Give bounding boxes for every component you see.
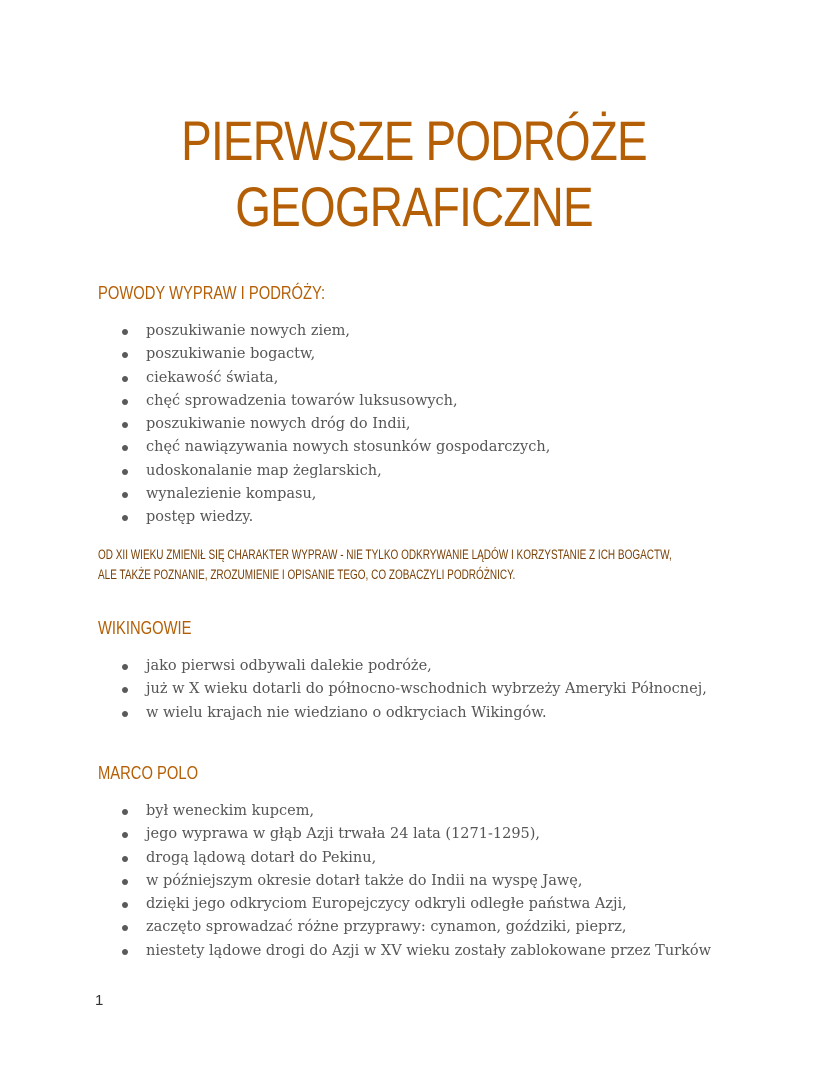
- list-item: [120, 506, 550, 529]
- bullet-icon: [122, 925, 128, 931]
- list-item-text: poszukiwanie bogactw,: [146, 346, 316, 363]
- list-item: [120, 847, 711, 870]
- list-item-text: wynalezienie kompasu,: [146, 486, 317, 503]
- note-line-2: ALE TAKŻE POZNANIE, ZROZUMIENIE I OPISANIE TEGO, CO ZOBACZYLI PODRÓŻNICY.: [98, 567, 516, 582]
- list-wikingowie: [120, 655, 707, 725]
- list-item: [120, 483, 550, 506]
- section-heading-marco-polo: MARCO POLO: [98, 763, 199, 783]
- bullet-icon: [122, 687, 128, 693]
- list-item: [120, 823, 711, 846]
- bullet-icon: [122, 664, 128, 670]
- page-title-line-1: PIERWSZE PODRÓŻE: [181, 109, 647, 172]
- list-item: [120, 460, 550, 483]
- list-item: [120, 390, 550, 413]
- bullet-icon: [122, 515, 128, 521]
- bullet-icon: [122, 832, 128, 838]
- page-number: 1: [95, 992, 104, 1009]
- bullet-icon: [122, 445, 128, 451]
- note-line-1: OD XII WIEKU ZMIENIŁ SIĘ CHARAKTER WYPRAW - NIE TYLKO ODKRYWANIE LĄDÓW I KORZYSTANIE Z ICH BOGACTW,: [98, 547, 672, 562]
- section-heading-powody: POWODY WYPRAW I PODRÓŻY:: [98, 283, 326, 303]
- bullet-icon: [122, 469, 128, 475]
- list-item-text: jego wyprawa w głąb Azji trwała 24 lata (1271-1295),: [146, 826, 541, 843]
- bullet-icon: [122, 711, 128, 717]
- list-marco-polo: [120, 800, 711, 963]
- list-item-text: dzięki jego odkryciom Europejczycy odkryli odległe państwa Azji,: [146, 896, 627, 913]
- list-item-text: chęć sprowadzenia towarów luksusowych,: [146, 392, 458, 409]
- bullet-icon: [122, 329, 128, 335]
- list-item-text: poszukiwanie nowych dróg do Indii,: [146, 416, 411, 433]
- list-item: [120, 320, 550, 343]
- section-note: [98, 545, 672, 585]
- section-heading-wikingowie: WIKINGOWIE: [98, 618, 192, 638]
- list-item-text: chęć nawiązywania nowych stosunków gospodarczych,: [146, 439, 551, 456]
- list-item: [120, 413, 550, 436]
- list-item-text: jako pierwsi odbywali dalekie podróże,: [146, 658, 432, 674]
- bullet-icon: [122, 949, 128, 955]
- list-item-text: był weneckim kupcem,: [146, 803, 315, 819]
- list-item-text: poszukiwanie nowych ziem,: [146, 323, 351, 339]
- bullet-icon: [122, 902, 128, 908]
- list-item: [120, 893, 711, 916]
- list-item-text: udoskonalanie map żeglarskich,: [146, 462, 382, 479]
- list-item-text: drogą lądową dotarł do Pekinu,: [146, 849, 377, 866]
- list-item: [120, 870, 711, 893]
- bullet-icon: [122, 856, 128, 862]
- page-title-line-2: GEOGRAFICZNE: [235, 175, 593, 238]
- bullet-icon: [122, 399, 128, 405]
- list-item-text: ciekawość świata,: [146, 369, 279, 386]
- list-item: [120, 436, 550, 459]
- list-item-text: już w X wieku dotarli do północno-wschodnich wybrzeży Ameryki Północnej,: [146, 681, 707, 698]
- list-item: [120, 655, 707, 678]
- list-item-text: niestety lądowe drogi do Azji w XV wieku zostały zablokowane przez Turków: [146, 942, 712, 959]
- bullet-icon: [122, 809, 128, 815]
- page-title: [75, 108, 754, 240]
- list-item-text: postęp wiedzy.: [146, 509, 254, 526]
- bullet-icon: [122, 492, 128, 498]
- list-item: [120, 343, 550, 366]
- list-item-text: w późniejszym okresie dotarł także do Indii na wyspę Jawę,: [146, 872, 583, 889]
- list-item: [120, 916, 711, 939]
- list-item: [120, 940, 711, 963]
- bullet-icon: [122, 352, 128, 358]
- bullet-icon: [122, 376, 128, 382]
- bullet-icon: [122, 422, 128, 428]
- list-item-text: zaczęto sprowadzać różne przyprawy: cynamon, goździki, pieprz,: [146, 919, 627, 936]
- list-item: [120, 702, 707, 725]
- bullet-icon: [122, 879, 128, 885]
- list-item: [120, 678, 707, 701]
- list-item: [120, 800, 711, 823]
- list-item: [120, 367, 550, 390]
- list-powody: [120, 320, 550, 530]
- list-item-text: w wielu krajach nie wiedziano o odkryciach Wikingów.: [146, 704, 547, 721]
